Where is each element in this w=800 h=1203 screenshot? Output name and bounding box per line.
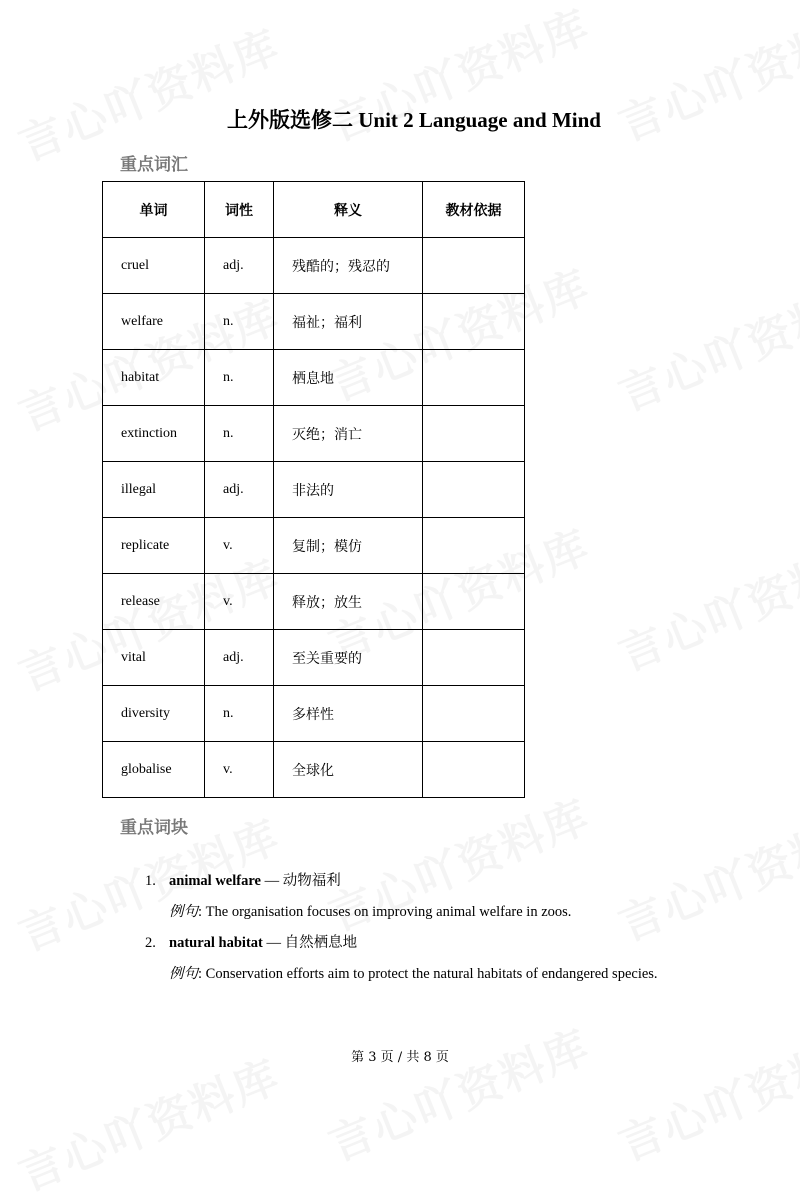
list-item — [145, 866, 685, 928]
cell-pos: v. — [205, 518, 274, 574]
header-word: 单词 — [103, 182, 205, 238]
cell-word: replicate — [103, 518, 205, 574]
header-source: 教材依据 — [423, 182, 525, 238]
example-label: 例句 — [169, 904, 198, 920]
cell-pos: adj. — [205, 630, 274, 686]
phrase-term: animal welfare — [169, 873, 261, 889]
phrase-dash: — — [262, 935, 285, 951]
cell-source — [423, 238, 525, 294]
cell-meaning: 复制；模仿 — [274, 518, 423, 574]
cell-word: vital — [103, 630, 205, 686]
phrase-term: natural habitat — [169, 935, 263, 951]
cell-pos: n. — [205, 350, 274, 406]
table-row — [103, 574, 525, 630]
cell-pos: adj. — [205, 462, 274, 518]
table-row — [103, 518, 525, 574]
table-row — [103, 630, 525, 686]
table-row — [103, 462, 525, 518]
phrase-meaning: 动物福利 — [282, 873, 341, 889]
watermark — [8, 11, 288, 174]
cell-source — [423, 686, 525, 742]
cell-pos: v. — [205, 574, 274, 630]
table-row — [103, 238, 525, 294]
table-row — [103, 686, 525, 742]
cell-source — [423, 406, 525, 462]
cell-meaning: 释放；放生 — [274, 574, 423, 630]
phrase-list — [145, 866, 685, 990]
phrases-section-heading: 重点词块 — [120, 818, 188, 838]
cell-pos: v. — [205, 742, 274, 798]
cell-word: illegal — [103, 462, 205, 518]
cell-word: globalise — [103, 742, 205, 798]
table-row — [103, 406, 525, 462]
cell-source — [423, 630, 525, 686]
phrase-example — [145, 959, 685, 990]
cell-word: welfare — [103, 294, 205, 350]
cell-source — [423, 294, 525, 350]
phrase-dash: — — [260, 873, 283, 889]
cell-meaning: 全球化 — [274, 742, 423, 798]
cell-pos: n. — [205, 686, 274, 742]
list-item — [145, 928, 685, 990]
cell-meaning: 栖息地 — [274, 350, 423, 406]
cell-word: release — [103, 574, 205, 630]
vocab-section-heading: 重点词汇 — [120, 155, 188, 175]
phrase-number: 1. — [145, 873, 156, 889]
example-text: : The organisation focuses on improving animal welfare in zoos. — [198, 904, 572, 920]
watermark — [608, 521, 800, 684]
cell-meaning: 非法的 — [274, 462, 423, 518]
cell-word: diversity — [103, 686, 205, 742]
cell-word: cruel — [103, 238, 205, 294]
cell-source — [423, 350, 525, 406]
cell-pos: n. — [205, 294, 274, 350]
phrase-number: 2. — [145, 935, 156, 951]
table-header-row — [103, 182, 525, 238]
cell-pos: n. — [205, 406, 274, 462]
cell-meaning: 灭绝；消亡 — [274, 406, 423, 462]
watermark — [318, 1011, 598, 1174]
watermark — [608, 261, 800, 424]
table-row — [103, 294, 525, 350]
phrase-example — [145, 897, 685, 928]
cell-pos: adj. — [205, 238, 274, 294]
cell-word: habitat — [103, 350, 205, 406]
vocab-table-body — [103, 238, 525, 798]
table-row — [103, 742, 525, 798]
cell-meaning: 至关重要的 — [274, 630, 423, 686]
example-text: : Conservation efforts aim to protect the natural habitats of endangered species. — [198, 966, 658, 982]
header-meaning: 释义 — [274, 182, 423, 238]
example-label: 例句 — [169, 966, 198, 982]
vocab-table — [102, 181, 525, 798]
cell-source — [423, 462, 525, 518]
phrase-meaning: 自然栖息地 — [284, 935, 358, 951]
cell-meaning: 多样性 — [274, 686, 423, 742]
cell-source — [423, 518, 525, 574]
page-footer: 第 3 页 / 共 8 页 — [351, 1050, 449, 1065]
cell-source — [423, 574, 525, 630]
cell-meaning: 福祉；福利 — [274, 294, 423, 350]
cell-meaning: 残酷的；残忍的 — [274, 238, 423, 294]
cell-source — [423, 742, 525, 798]
page-title: 上外版选修二 Unit 2 Language and Mind — [227, 108, 601, 132]
watermark — [608, 1011, 800, 1174]
header-pos: 词性 — [205, 182, 274, 238]
cell-word: extinction — [103, 406, 205, 462]
table-row — [103, 350, 525, 406]
